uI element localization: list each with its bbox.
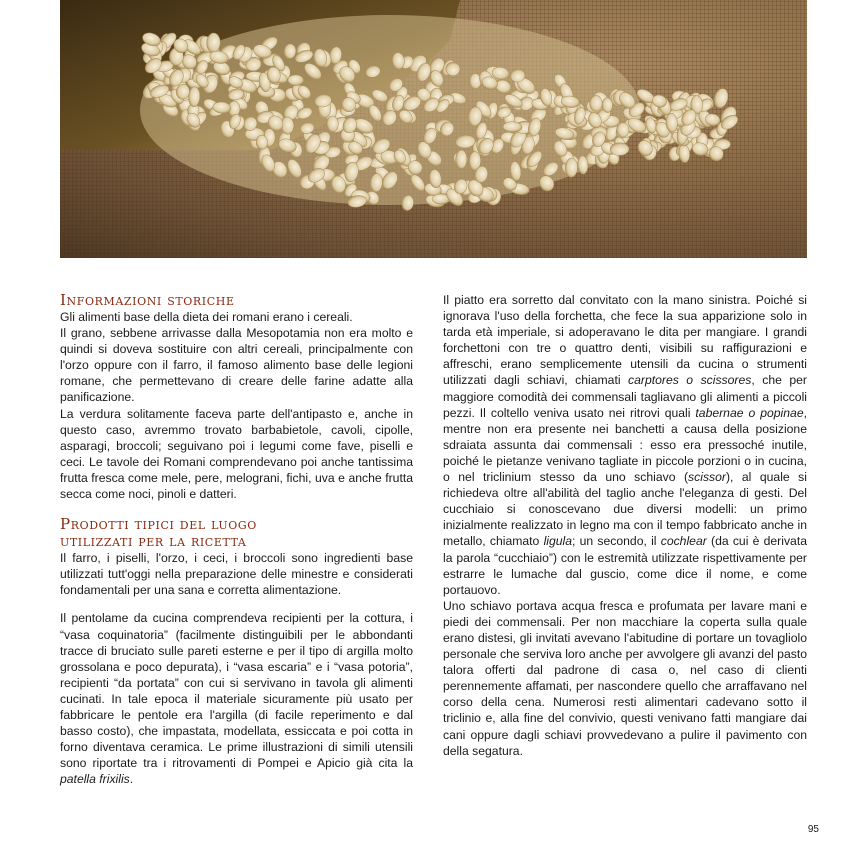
heading-informazioni-storiche: Informazioni storiche <box>60 291 235 309</box>
paragraph-cereali: Gli alimenti base della dieta dei romani erano i cereali. <box>60 310 353 324</box>
heading-prodotti-line2: utilizzati per la ricetta <box>60 532 247 551</box>
paragraph-piatto <box>443 292 807 598</box>
paragraph-grano: Il grano, sebbene arrivasse dalla Mesopotamia non era molto e quindi si doveva sostituire con altri cereali, principalmente con l'orzo oppure con il farro, il famoso alimento base delle legioni romane, che permettevano di creare delle farine adatte alla panificazione. <box>60 326 413 405</box>
paragraph-farro: Il farro, i piselli, l'orzo, i ceci, i broccoli sono ingredienti base utilizzati tutt'oggi nella preparazione delle minestre e considerati fondamentali per una sana e corretta alimentazione. <box>60 551 413 598</box>
pentolame-emphasis: patella frixilis <box>60 772 130 787</box>
piatto-text-b: , che per maggiore comodità dei commensali tagliavano gli alimenti a piccoli pezzi. Il coltello veniva usato nei ritrovi quali <box>443 373 807 420</box>
piatto-em-tabernae: tabernae o popinae <box>695 405 804 420</box>
pentolame-text-b: . <box>129 772 134 787</box>
piatto-text-e: ; un secondo, il <box>572 534 661 549</box>
paragraph-verdura: La verdura solitamente faceva parte dell'antipasto e, anche in questo caso, avremmo trovato barbabietole, cavoli, cipolle, asparagi, broccoli; seguivano poi i legumi come fave, piselli e ceci. Le tavole dei Romani comprendevano poi anche tantissima frutta fresca come mele, pere, melograni, fichi, uva e anche frutta secca come noci, pinoli e datteri. <box>60 406 413 502</box>
piatto-text-a: Il piatto era sorretto dal convitato con la mano sinistra. Poiché si ignorava l'uso della forchetta, che fece la sua apparizione solo in tarda età imperiale, si adoperavano le dita per mangiare. I grandi forchettoni con tre o quattro denti, visibili su raffigurazioni e affreschi, erano semplicemente utensili da cucina o strumenti utilizzati dagli schiavi, chiamati <box>443 293 807 388</box>
piatto-em-cochlear: cochlear <box>660 534 707 549</box>
piatto-em-scissor: scissor <box>688 470 726 485</box>
piatto-em-ligula: ligula <box>543 534 573 549</box>
barley-photo <box>60 0 807 258</box>
barley-illustration <box>60 0 807 258</box>
grain <box>446 62 460 76</box>
grain <box>617 123 629 138</box>
page-number: 95 <box>807 824 819 835</box>
heading-prodotti-tipici <box>60 516 413 550</box>
piatto-text-c: , mentre non era presente nei banchetti a causa della posizione sdraiata assunta dai commensali : esso era pressoché inutile, poiché le pietanze venivano tagliate in piccole porzioni o in cucina, o nel triclinium stesso da uno schiavo ( <box>443 405 807 485</box>
grain <box>456 150 468 169</box>
grain <box>602 98 613 113</box>
paragraph-schiavo: Uno schiavo portava acqua fresca e profumata per lavare mani e piedi dei commensali. Per non macchiare la coperta sulla quale erano distesi, gli invitati avevano l'abitudine di portare un tovagliolo personale che serviva loro anche per avvolgere gli avanzi del pasto talora offerti dal padrone di casa o, nel caso di clienti perennemente affamati, per nascondere quello che arraffavano nel corso della cena. Numerosi resti alimentari cadevano sotto il triclinio e, alla fine del convivio, questi venivano fatti mangiare dai cani oppure dagli schiavi provvedevano a pulire il pavimento con della segatura. <box>443 598 807 758</box>
paragraph-pentolame <box>60 610 413 787</box>
left-column <box>60 292 413 787</box>
grain <box>712 87 730 110</box>
right-column <box>443 292 807 759</box>
piatto-em-carptores: carptores o scissores <box>628 373 752 388</box>
pentolame-text-a: Il pentolame da cucina comprendeva recipienti per la cottura, i “vasa coquinatoria” (facilmente distinguibili per le abbondanti tracce di bruciato sulle pareti esterne e per il tipo di argilla molto grossolana e poco depurata), i “vasa escaria” e i “vasa potoria”, recipienti “da portata” con cui si servivano in tavola gli alimenti cucinati. In tale epoca il materiale sicuramente più usato per fabbricare le pentole era l'argilla (di facile reperimento e dal basso costo), che impastata, modellata, essiccata e poi cotta in forno diventava ceramica. Le prime illustrazioni di simili utensili sono riportate tra i ritrovamenti di Pompei e Apicio già cita la <box>60 611 413 771</box>
piatto-text-f: (da cui è derivata la parola “cucchiaio”) con le estremità utilizzate rispettivamente per estrarre le lumache dal guscio, come dice il nome, e come portauovo. <box>443 534 807 597</box>
heading-prodotti-line1: Prodotti tipici del luogo <box>60 515 257 534</box>
piatto-text-d: ), al quale si richiedeva oltre all'abilità del taglio anche l'eleganza di gesti. Del cucchiaio si conoscevano due diversi modelli: un primo inizialmente realizzato in legno ma con il tempo fabbricato anche in metallo, chiamato <box>443 470 807 549</box>
grain <box>326 116 338 132</box>
